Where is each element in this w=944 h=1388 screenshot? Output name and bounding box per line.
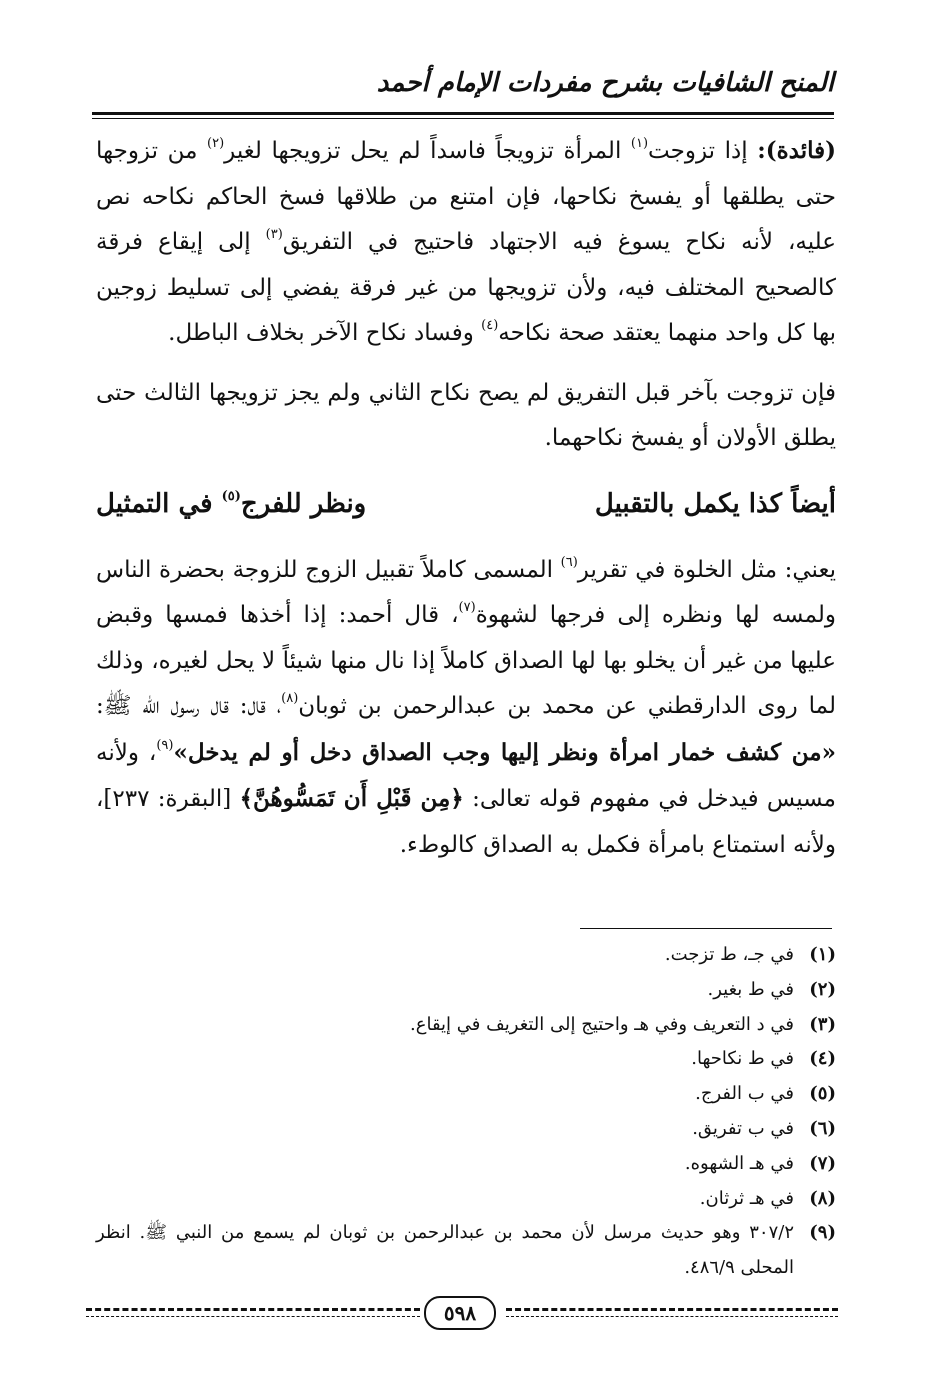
header-rule-thin bbox=[92, 118, 834, 119]
paragraph-commentary bbox=[96, 548, 836, 869]
para3-text-4: ، قال: قال رسول الله ﷺ: bbox=[96, 693, 282, 719]
footnote-ref-1: (١) bbox=[630, 136, 649, 152]
footnote-number: (٦) bbox=[809, 1117, 836, 1139]
footnote-ref-2: (٢) bbox=[207, 136, 225, 152]
footnote-number: (٨) bbox=[809, 1187, 836, 1209]
quran-quote: ﴿مِن قَبْلِ أَن تَمَسُّوهُنَّ﴾ bbox=[239, 785, 464, 812]
header-title: المنح الشافيات بشرح مفردات الإمام أحمد bbox=[376, 68, 834, 98]
footnote bbox=[96, 1112, 836, 1147]
footnote-ref-8: (٨) bbox=[281, 691, 299, 707]
footnote-text: في ب الفرج. bbox=[695, 1083, 794, 1105]
para1-text-2: المرأة تزويجاً فاسداً لم يحل تزويجها لغير bbox=[224, 138, 631, 164]
footnote bbox=[96, 1182, 836, 1217]
footnote-number: (٣) bbox=[809, 1013, 836, 1035]
footnote-ref-9: (٩) bbox=[156, 737, 174, 753]
footnotes bbox=[96, 938, 836, 1286]
para1-text-4: إلى إيقاع فرقة كالصحيح المختلف فيه، ولأن تزويجها من غير فرقة يفضي إلى تسليط زوجين بها كل واحد منهما يعتقد صحة نكاحه bbox=[96, 229, 836, 346]
footer-ornament-right-thin bbox=[506, 1316, 838, 1317]
faida-label: (فائدة): bbox=[757, 137, 837, 164]
poem-verse bbox=[96, 484, 836, 524]
footnote-text: في ط بغير. bbox=[707, 978, 794, 1000]
para1-text-1: إذا تزوجت bbox=[648, 138, 758, 164]
footer-ornament-left-thin bbox=[86, 1316, 420, 1317]
page-footer bbox=[86, 1296, 838, 1332]
footnote-text: في هـ الشهوه. bbox=[684, 1152, 794, 1174]
footnote bbox=[96, 1147, 836, 1182]
paragraph-faida bbox=[96, 128, 836, 357]
para3-text-1: يعني: مثل الخلوة في تقرير bbox=[577, 556, 836, 583]
para3-text-2: المسمى كاملاً تقبيل الزوج للزوجة بحضرة الناس ولمسه لها ونظره إلى فرجها لشهوة bbox=[96, 556, 836, 628]
verse-second-a: ونظر للفرج bbox=[240, 488, 367, 519]
footnote bbox=[96, 938, 836, 973]
footnote-text: في ط نكاحها. bbox=[691, 1048, 794, 1070]
footnote bbox=[96, 1216, 836, 1286]
footnote-ref-6: (٦) bbox=[560, 554, 578, 570]
page-number: ٥٩٨ bbox=[424, 1296, 496, 1330]
footnote-text: في جـ، ط تزجت. bbox=[664, 944, 794, 965]
para1-text-5: وفساد نكاح الآخر بخلاف الباطل. bbox=[168, 320, 482, 346]
para3-text-6: [البقرة: ٢٣٧]، ولأنه استمتاع بامرأة فكمل به الصداق كالوطء. bbox=[96, 786, 836, 858]
verse-second-b: في التمثيل bbox=[96, 488, 222, 519]
footnote-ref-5: (٥) bbox=[221, 488, 241, 504]
header-rule-thick bbox=[92, 112, 834, 115]
footnote-text: في هـ ثرثان. bbox=[699, 1187, 794, 1209]
footnote-number: (٤) bbox=[809, 1048, 836, 1070]
footnote bbox=[96, 1042, 836, 1077]
footnote bbox=[96, 973, 836, 1008]
footnote-text: ٣٠٧/٢ وهو حديث مرسل لأن محمد بن عبدالرحمن بن ثوبان لم يسمع من النبي ﷺ. انظر المحلى ٤٨٦/٩. bbox=[96, 1222, 794, 1279]
main-text bbox=[96, 128, 836, 868]
footnote bbox=[96, 1077, 836, 1112]
paragraph-second-marriage: فإن تزوجت بآخر قبل التفريق لم يصح نكاح الثاني ولم يجز تزويجها الثالث حتى يطلق الأولان أو يفسخ نكاحهما. bbox=[96, 379, 836, 451]
hadith-quote: «من كشف خمار امرأة ونظر إليها وجب الصداق دخل أو لم يدخل» bbox=[173, 738, 836, 766]
para3-text-3: ، قال أحمد: إذا أخذها فمسها وقبض عليها من غير أن يخلو بها لها الصداق كاملاً إذا نال منها شيئاً لا يحل لغيره، وذلك لما روى الدارقطني عن محمد بن عبدالرحمن بن ثوبان bbox=[96, 602, 836, 719]
footnote-number: (٢) bbox=[809, 978, 836, 1000]
footnote-number: (٩) bbox=[809, 1222, 836, 1244]
footnote-ref-7: (٧) bbox=[458, 600, 476, 616]
footer-ornament-right bbox=[506, 1308, 838, 1311]
footnote-ref-4: (٤) bbox=[481, 318, 499, 334]
footnote-text: في د التعريف وفي هـ واحتيج إلى التغريف في إيقاع. bbox=[410, 1013, 794, 1035]
footnote-number: (٧) bbox=[809, 1152, 836, 1174]
verse-second-hemistich bbox=[96, 484, 366, 524]
para3-text-5: ، ولأنه مسيس فيدخل في مفهوم قوله تعالى: bbox=[96, 739, 836, 812]
footnote-number: (٥) bbox=[809, 1083, 836, 1105]
verse-first-hemistich: أيضاً كذا يكمل بالتقبيل bbox=[594, 488, 836, 519]
footnote bbox=[96, 1008, 836, 1043]
footnote-number: (١) bbox=[809, 944, 836, 965]
para1-text-3: من تزوجها حتى يطلقها أو يفسخ نكاحها، فإن امتنع من طلاقها فسخ الحاكم نكاحه نص عليه، لأنه نكاح يسوغ فيه الاجتهاد فاحتيج في التفريق bbox=[96, 138, 837, 255]
footnote-separator bbox=[580, 928, 832, 929]
footnote-ref-3: (٣) bbox=[265, 227, 283, 243]
footnote-text: في ب تفريق. bbox=[692, 1117, 794, 1139]
footer-ornament-left bbox=[86, 1308, 420, 1311]
running-header bbox=[92, 68, 834, 108]
